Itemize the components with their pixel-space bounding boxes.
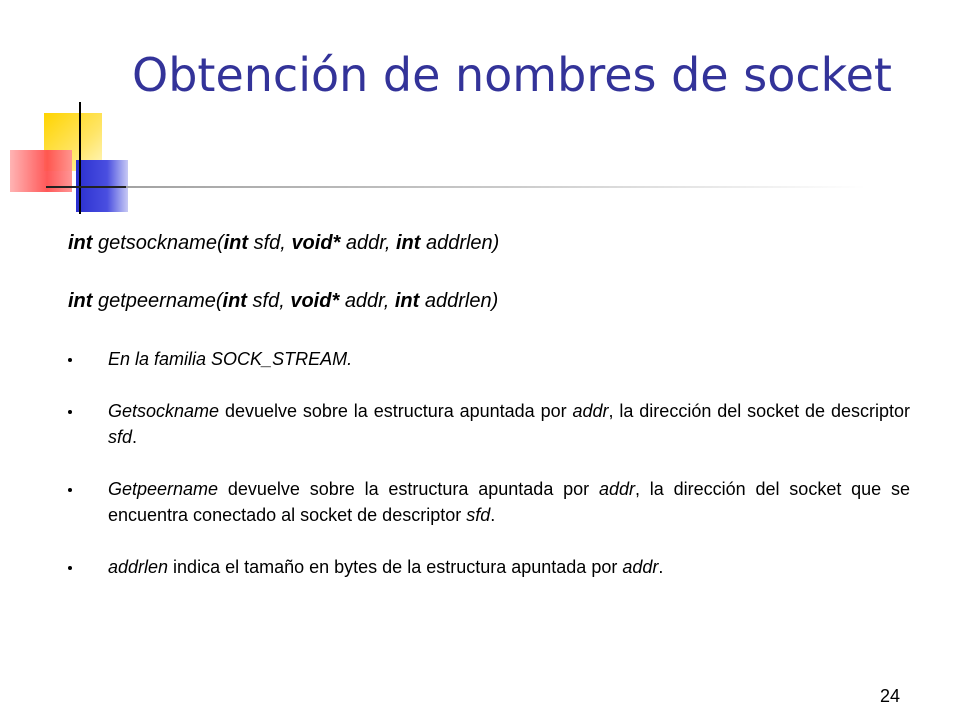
- bullet-emphasis: sfd: [108, 427, 133, 447]
- param-type: int: [222, 290, 247, 312]
- bullet-emphasis: addrlen: [108, 557, 169, 577]
- function-signature-getpeername: [68, 284, 498, 318]
- bullet-emphasis: addr: [572, 401, 609, 421]
- param-type: int: [394, 290, 420, 312]
- return-type: int: [68, 290, 93, 312]
- param-type: void*: [290, 290, 340, 312]
- bullet-text: En la familia SOCK_STREAM.: [108, 349, 353, 369]
- bullet-text: , la dirección del socket que se encuentra conectado al socket de descriptor: [108, 479, 910, 525]
- bullet-text: devuelve sobre la estructura apuntada por: [218, 479, 599, 499]
- bullet-emphasis: addr: [598, 479, 635, 499]
- bullet-text: indica el tamaño en bytes de la estructura apuntada por: [168, 557, 623, 577]
- param-type: int: [395, 232, 421, 254]
- bullet-item: [68, 554, 910, 580]
- param-type: int: [223, 232, 249, 254]
- title-underline-dark-segment: [46, 186, 126, 188]
- bullet-text: .: [490, 505, 496, 525]
- param-name: addrlen): [425, 232, 500, 254]
- param-name: sfd,: [253, 232, 286, 254]
- bullet-text: .: [658, 557, 664, 577]
- bullet-text: devuelve sobre la estructura apuntada por: [219, 401, 573, 421]
- bullet-emphasis: Getpeername: [108, 479, 219, 499]
- slide-title: Obtención de nombres de socket: [132, 48, 892, 102]
- bullet-list: [68, 346, 910, 606]
- bullet-item: [68, 398, 910, 450]
- param-name: addr,: [345, 232, 391, 254]
- function-name: getsockname(: [98, 232, 224, 254]
- bullet-dot-icon: [68, 358, 72, 362]
- param-type: void*: [291, 232, 341, 254]
- bullet-text: .: [132, 427, 138, 447]
- title-underline: [46, 186, 866, 188]
- vertical-rule: [79, 102, 81, 214]
- bullet-text: , la dirección del socket de descriptor: [608, 401, 910, 421]
- param-name: sfd,: [252, 290, 285, 312]
- bullet-dot-icon: [68, 410, 72, 414]
- bullet-dot-icon: [68, 566, 72, 570]
- bullet-item: [68, 476, 910, 528]
- bullet-emphasis: addr: [622, 557, 659, 577]
- page-number: 24: [879, 686, 900, 706]
- return-type: int: [68, 232, 93, 254]
- bullet-emphasis: sfd: [466, 505, 491, 525]
- bullet-item: [68, 346, 910, 372]
- param-name: addr,: [344, 290, 390, 312]
- param-name: addrlen): [424, 290, 499, 312]
- function-signature-getsockname: [68, 226, 499, 260]
- bullet-dot-icon: [68, 488, 72, 492]
- function-name: getpeername(: [98, 290, 223, 312]
- bullet-emphasis: Getsockname: [108, 401, 220, 421]
